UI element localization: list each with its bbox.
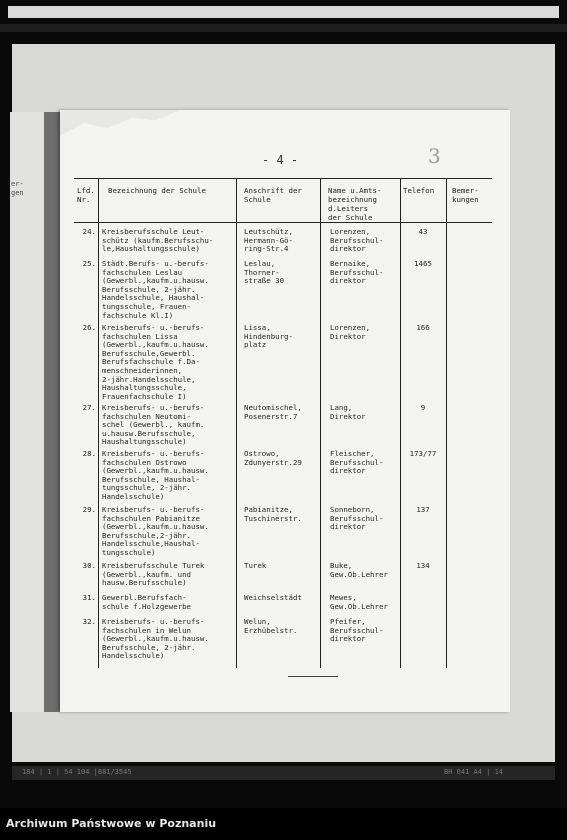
film-edge-top (8, 6, 559, 18)
film-edge-band (0, 24, 567, 32)
school-address: Turek (244, 561, 267, 570)
phone-number: 43 (418, 227, 428, 236)
director-name: Lorenzen, Direktor (330, 323, 371, 341)
film-edge-bottom (12, 766, 555, 780)
row-number: 29. (82, 505, 96, 514)
school-name: Kreisberufs- u.-berufs- fachschulen Ostrowo (Gewerbl.,kaufm.u.hausw. Berufsschule, Haushal- tungsschule, 2-jähr. Handelsschule) (102, 449, 209, 501)
film-code-right: BH 041 A4 | 14 (444, 768, 504, 776)
col-divider (98, 178, 99, 668)
school-address: Leutschütz, Hermann-Gö- ring-Str.4 (244, 227, 293, 254)
director-name: Pfeifer, Berufsschul- direktor (330, 617, 384, 644)
school-address: Pabianitze, Tuschinerstr. (244, 505, 302, 523)
row-number: 31. (82, 593, 96, 602)
school-name: Kreisberufs- u.-berufs- fachschulen Lissa (Gewerbl.,kaufm.u.hausw. Berufsschule,Gewerbl. Berufsfachschule f.Da- menschneiderinnen, 2-jähr.Handelsschule, Haushaltungsschule, Frauenfachschule I) (102, 323, 209, 401)
header-remarks: Bemer- kungen (452, 186, 479, 204)
archive-footer (0, 808, 567, 840)
school-name: Kreisberufsschule Turek (Gewerbl.,kaufm. und hausw.Berufsschule) (102, 561, 205, 588)
school-name: Kreisberufs- u.-berufs- fachschulen in Welun (Gewerbl.,kaufm.u.hausw. Berufsschule, 2-jähr. Handelsschule) (102, 617, 209, 661)
school-name: Kreisberufsschule Leut- schütz (kaufm.Berufsschu- le,Haushaltungsschule) (102, 227, 214, 254)
schools-table (74, 178, 492, 668)
film-code-left: 184 | 1 | 54 104 |881/3545 (22, 768, 132, 776)
phone-number: 137 (416, 505, 430, 514)
school-address: Welun, Erzhübelstr. (244, 617, 298, 635)
col-divider (446, 178, 447, 668)
header-address: Anschrift der Schule (244, 186, 302, 204)
school-address: Ostrowo, Zdunyerstr.29 (244, 449, 302, 467)
closing-rule (288, 676, 338, 677)
header-bottom-rule (74, 222, 492, 223)
school-name: Kreisberufs- u.-berufs- fachschulen Pabianitze (Gewerbl.,kaufm.u.hausw. Berufsschule,2-jähr. Handelsschule,Haushal- tungsschule) (102, 505, 209, 557)
school-name: Kreisberufs- u.-berufs- fachschulen Neutomi- schel (Gewerbl., kaufm. u.hausw.Berufsschule, Haushaltungsschule) (102, 403, 205, 447)
director-name: Buke, Gew.Ob.Lehrer (330, 561, 388, 579)
phone-number: 166 (416, 323, 430, 332)
director-name: Fleischer, Berufsschul- direktor (330, 449, 384, 476)
phone-number: 173/77 (409, 449, 437, 458)
page-number: - 4 - (262, 153, 299, 167)
school-name: Städt.Berufs- u.-berufs- fachschulen Leslau (Gewerbl.,kaufm.u.hausw. Berufsschule, 2-jähr. Handelsschule, Haushal- tungsschule, Frauen- fachschule Kl.I) (102, 259, 209, 320)
header-name: Name u.Amts- bezeichnung d.Leiters der Schule (328, 186, 382, 222)
header-lfd: Lfd. Nr. (77, 186, 95, 204)
school-address: Lissa, Hindenburg- platz (244, 323, 293, 350)
col-divider (236, 178, 237, 668)
margin-fragment-1: er- (11, 180, 24, 188)
school-address: Leslau, Thorner- straße 30 (244, 259, 285, 286)
archive-label: Archiwum Państwowe w Poznaniu (6, 817, 217, 830)
row-number: 32. (82, 617, 96, 626)
phone-number: 134 (416, 561, 430, 570)
phone-number: 9 (420, 403, 426, 412)
school-name: Gewerbl.Berufsfach- schule f.Holzgewerbe (102, 593, 191, 611)
row-number: 30. (82, 561, 96, 570)
director-name: Sonneborn, Berufsschul- direktor (330, 505, 384, 532)
col-divider (320, 178, 321, 668)
phone-number: 1465 (414, 259, 432, 268)
director-name: Lang, Direktor (330, 403, 366, 421)
row-number: 24. (82, 227, 96, 236)
table-top-rule (74, 178, 492, 179)
handwritten-folio-number: 3 (428, 144, 441, 168)
header-school: Bezeichnung der Schule (108, 186, 206, 195)
director-name: Mewes, Gew.Ob.Lehrer (330, 593, 388, 611)
row-number: 25. (82, 259, 96, 268)
row-number: 26. (82, 323, 96, 332)
director-name: Bernaike, Berufsschul- direktor (330, 259, 384, 286)
school-address: Neutomischel, Posenerstr.7 (244, 403, 302, 421)
school-address: Weichselstädt (244, 593, 302, 602)
row-number: 27. (82, 403, 96, 412)
row-number: 28. (82, 449, 96, 458)
director-name: Lorenzen, Berufsschul- direktor (330, 227, 384, 254)
header-phone: Telefon (403, 186, 435, 195)
col-divider (400, 178, 401, 668)
binding-spine (44, 112, 60, 712)
margin-fragment-2: gen (11, 189, 24, 197)
